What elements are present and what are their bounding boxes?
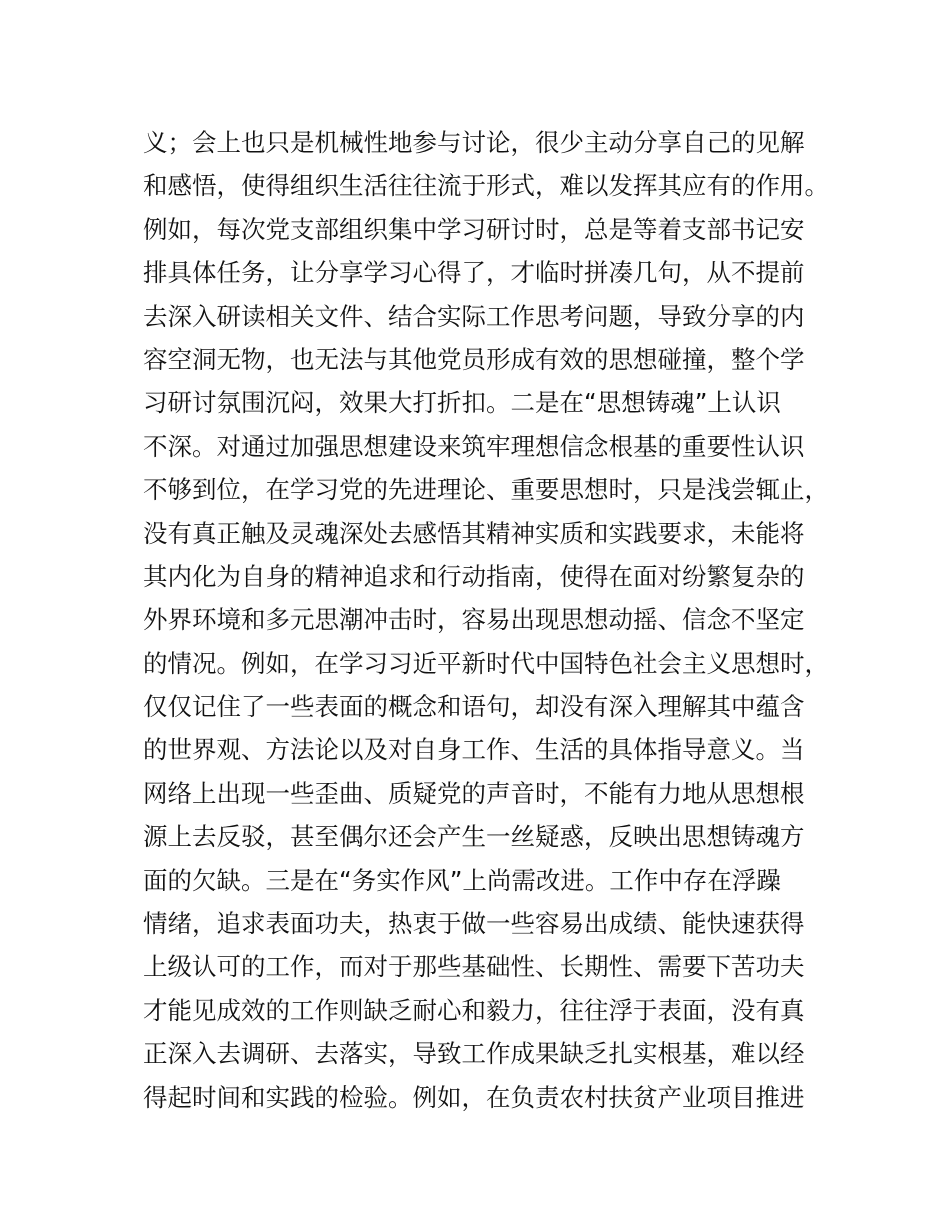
text-line: 容空洞无物，也无法与其他党员形成有效的思想碰撞，整个学 [143,344,805,374]
text-line: 例如，每次党支部组织集中学习研讨时，总是等着支部书记安 [143,214,805,244]
text-line: 正深入去调研、去落实，导致工作成果缺乏扎实根基，难以经 [143,1039,805,1069]
text-line: 得起时间和实践的检验。例如，在负责农村扶贫产业项目推进 [143,1082,805,1112]
text-line: 仅仅记住了一些表面的概念和语句，却没有深入理解其中蕴含 [143,692,805,722]
text-line: 外界环境和多元思潮冲击时，容易出现思想动摇、信念不坚定 [143,605,805,635]
body-paragraph [143,121,843,1119]
text-line: 习研讨氛围沉闷，效果大打折扣。二是在“思想铸魂”上认识 [143,388,781,418]
text-line: 排具体任务，让分享学习心得了，才临时拼凑几句，从不提前 [143,258,805,288]
text-line: 去深入研读相关文件、结合实际工作思考问题，导致分享的内 [143,301,805,331]
text-line: 义；会上也只是机械性地参与讨论，很少主动分享自己的见解 [143,128,805,157]
text-line: 的情况。例如，在学习习近平新时代中国特色社会主义思想时， [143,648,829,678]
text-line: 面的欠缺。三是在“务实作风”上尚需改进。工作中存在浮躁 [143,865,781,895]
text-line: 和感悟，使得组织生活往往流于形式，难以发挥其应有的作用。 [143,171,829,201]
text-line: 上级认可的工作，而对于那些基础性、长期性、需要下苦功夫 [143,952,805,982]
text-line: 源上去反驳，甚至偶尔还会产生一丝疑惑，反映出思想铸魂方 [143,822,805,852]
text-line: 其内化为自身的精神追求和行动指南，使得在面对纷繁复杂的 [143,561,805,591]
text-line: 没有真正触及灵魂深处去感悟其精神实质和实践要求，未能将 [143,518,805,548]
text-line: 的世界观、方法论以及对自身工作、生活的具体指导意义。当 [143,735,805,765]
text-line: 网络上出现一些歪曲、质疑党的声音时，不能有力地从思想根 [143,778,805,808]
text-line: 不够到位，在学习党的先进理论、重要思想时，只是浅尝辄止， [143,475,829,505]
text-line: 不深。对通过加强思想建设来筑牢理想信念根基的重要性认识 [143,431,805,461]
text-line: 情绪，追求表面功夫，热衷于做一些容易出成绩、能快速获得 [143,909,805,939]
text-line: 才能见成效的工作则缺乏耐心和毅力，往往浮于表面，没有真 [143,995,805,1025]
